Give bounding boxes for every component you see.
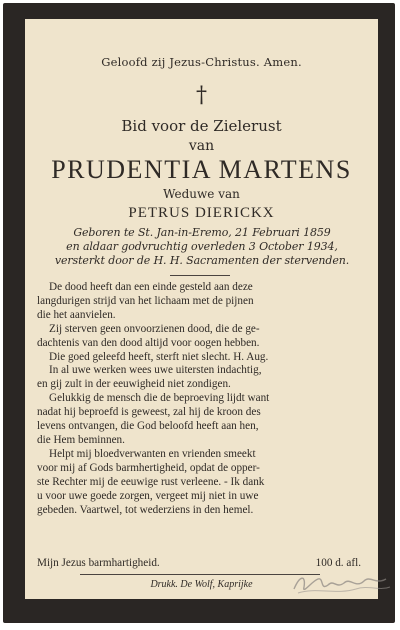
body-line: die Hem beminnen. bbox=[37, 433, 125, 446]
header-blessing: Geloofd zij Jezus-Christus. Amen. bbox=[101, 55, 302, 69]
body-line: levens ontvangen, die God beloofd heeft aan hen, bbox=[37, 420, 259, 433]
body-text bbox=[37, 281, 367, 517]
body-line: ste Rechter mij de eeuwige rust verleene. - Ik dank bbox=[37, 475, 265, 488]
van-label: van bbox=[188, 138, 215, 154]
body-line: De dood heeft dan een einde gesteld aan deze bbox=[49, 281, 253, 293]
body-line: Zij sterven geen onvoorzienen dood, die de ge- bbox=[49, 322, 260, 335]
body-line: nadat hij beproefd is geweest, zal hij de kroon des bbox=[37, 406, 261, 419]
death-line: en aldaar godvruchtig overleden 3 October 1934, bbox=[66, 240, 338, 253]
card-paper bbox=[25, 19, 378, 599]
printer-credit: Drukk. De Wolf, Kaprijke bbox=[150, 579, 253, 590]
body-line: en gij zult in der eeuwigheid niet zondigen. bbox=[37, 378, 231, 391]
footer-divider bbox=[80, 574, 320, 575]
sacraments-line: versterkt door de H. H. Sacramenten der stervenden. bbox=[54, 254, 350, 267]
memorial-card bbox=[3, 3, 395, 623]
body-line: voor mij af Gods barmhertigheid, opdat de opper- bbox=[37, 461, 260, 474]
body-line: die het aanvielen. bbox=[37, 308, 116, 321]
body-line: Die goed geleefd heeft, sterft niet slecht. H. Aug. bbox=[49, 350, 269, 363]
indulgence-note: 100 d. afl. bbox=[315, 557, 361, 569]
prayer-title: Bid voor de Zielerust bbox=[121, 117, 282, 135]
body-line: In al uwe werken wees uwe uitersten indachtig, bbox=[49, 364, 262, 377]
body-line: Helpt mij bloedverwanten en vrienden smeekt bbox=[49, 447, 256, 460]
body-line: dachtenis van den dood altijd voor oogen hebben. bbox=[37, 336, 260, 349]
cross-icon: † bbox=[196, 83, 207, 108]
body-line: langdurigen strijd van het lichaam met de pijnen bbox=[37, 294, 254, 307]
spouse-name: PETRUS DIERICKX bbox=[128, 205, 275, 221]
deceased-name: PRUDENTIA MARTENS bbox=[51, 155, 352, 184]
body-line: Gelukkig de mensch die de beproeving lijdt want bbox=[49, 392, 270, 405]
body-line: u voor uwe goede zorgen, vergeet mij niet in uwe bbox=[37, 489, 259, 502]
birth-line: Geboren te St. Jan-in-Eremo, 21 Februari 1859 bbox=[73, 226, 331, 239]
closing-prayer: Mijn Jezus barmhartigheid. bbox=[37, 557, 160, 569]
widow-of-label: Weduwe van bbox=[163, 187, 240, 201]
body-line: gebeden. Vaartwel, tot wederziens in den hemel. bbox=[37, 503, 254, 516]
signature-mark-icon bbox=[286, 567, 396, 599]
divider bbox=[170, 275, 230, 276]
